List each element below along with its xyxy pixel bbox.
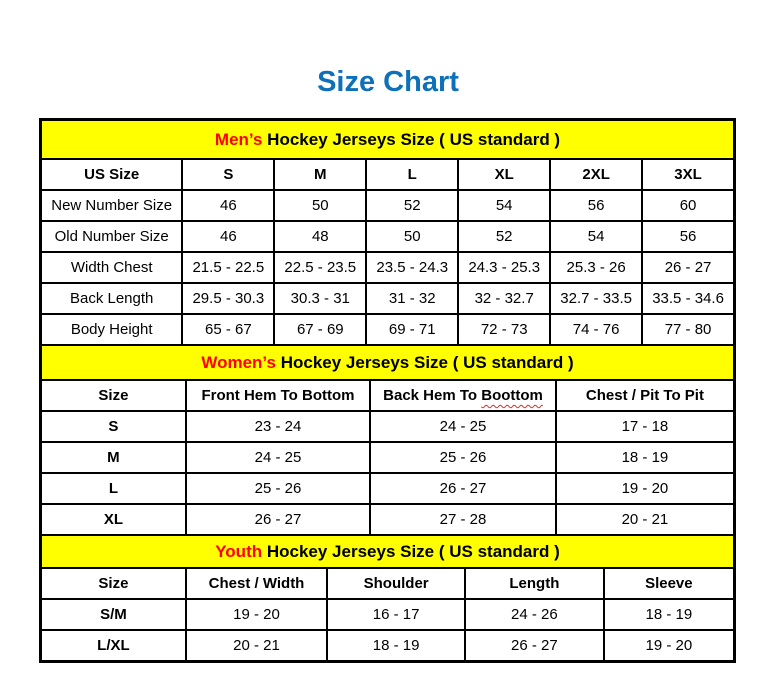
men-size-row bbox=[41, 283, 734, 314]
men-size-value: 50 bbox=[366, 221, 458, 252]
men-column-header: 3XL bbox=[642, 159, 734, 190]
women-column-header: Chest / Pit To Pit bbox=[556, 380, 734, 411]
men-column-header: M bbox=[274, 159, 366, 190]
men-column-header: US Size bbox=[41, 159, 182, 190]
men-size-value: 56 bbox=[642, 221, 734, 252]
women-column-header: Size bbox=[41, 380, 186, 411]
men-size-value: 54 bbox=[550, 221, 642, 252]
men-size-value: 22.5 - 23.5 bbox=[274, 252, 366, 283]
mens-section-title-highlight: Men’s bbox=[214, 130, 263, 149]
youth-size-value: 18 - 19 bbox=[604, 599, 734, 630]
women-header-row bbox=[41, 380, 734, 411]
men-column-header: S bbox=[182, 159, 274, 190]
men-header-row bbox=[41, 159, 734, 190]
men-column-header: L bbox=[366, 159, 458, 190]
youth-section-title bbox=[41, 535, 734, 568]
youth-size-value: 19 - 20 bbox=[604, 630, 734, 661]
youth-size-value: 19 - 20 bbox=[186, 599, 327, 630]
women-column-header: Front Hem To Bottom bbox=[186, 380, 370, 411]
men-size-value: 56 bbox=[550, 190, 642, 221]
men-size-value: 25.3 - 26 bbox=[550, 252, 642, 283]
men-size-value: 32.7 - 33.5 bbox=[550, 283, 642, 314]
men-size-value: 48 bbox=[274, 221, 366, 252]
men-size-row bbox=[41, 190, 734, 221]
youth-size-value: 18 - 19 bbox=[327, 630, 465, 661]
men-size-value: 50 bbox=[274, 190, 366, 221]
men-size-row bbox=[41, 314, 734, 345]
men-size-value: 54 bbox=[458, 190, 550, 221]
women-size-value: 19 - 20 bbox=[556, 473, 734, 504]
youth-row-label: S/M bbox=[41, 599, 186, 630]
men-row-label: Width Chest bbox=[41, 252, 182, 283]
women-row-label: L bbox=[41, 473, 186, 504]
page-title: Size Chart bbox=[317, 66, 459, 98]
women-row-label: XL bbox=[41, 504, 186, 535]
youth-column-header: Chest / Width bbox=[186, 568, 327, 599]
youth-column-header: Shoulder bbox=[327, 568, 465, 599]
youth-size-value: 16 - 17 bbox=[327, 599, 465, 630]
men-size-value: 33.5 - 34.6 bbox=[642, 283, 734, 314]
misspelled-word: Boottom bbox=[481, 387, 543, 404]
womens-size-table bbox=[40, 344, 735, 536]
men-size-value: 26 - 27 bbox=[642, 252, 734, 283]
youth-size-row bbox=[41, 630, 734, 661]
youth-section-band-row bbox=[41, 535, 734, 568]
men-size-value: 67 - 69 bbox=[274, 314, 366, 345]
youth-column-header: Length bbox=[465, 568, 604, 599]
women-size-value: 17 - 18 bbox=[556, 411, 734, 442]
men-column-header: 2XL bbox=[550, 159, 642, 190]
men-size-row bbox=[41, 252, 734, 283]
women-size-value: 24 - 25 bbox=[370, 411, 556, 442]
women-size-row bbox=[41, 473, 734, 504]
men-size-value: 65 - 67 bbox=[182, 314, 274, 345]
men-row-label: Back Length bbox=[41, 283, 182, 314]
men-size-value: 46 bbox=[182, 190, 274, 221]
women-size-value: 20 - 21 bbox=[556, 504, 734, 535]
youth-header-row bbox=[41, 568, 734, 599]
men-size-value: 72 - 73 bbox=[458, 314, 550, 345]
size-chart-page bbox=[0, 66, 776, 663]
women-size-value: 26 - 27 bbox=[186, 504, 370, 535]
men-size-value: 60 bbox=[642, 190, 734, 221]
men-size-value: 30.3 - 31 bbox=[274, 283, 366, 314]
mens-size-table bbox=[40, 119, 735, 346]
women-row-label: M bbox=[41, 442, 186, 473]
men-size-value: 31 - 32 bbox=[366, 283, 458, 314]
men-size-value: 69 - 71 bbox=[366, 314, 458, 345]
youth-size-value: 20 - 21 bbox=[186, 630, 327, 661]
mens-section-title-rest: Hockey Jerseys Size ( US standard ) bbox=[262, 130, 561, 149]
men-size-value: 46 bbox=[182, 221, 274, 252]
men-row-label: New Number Size bbox=[41, 190, 182, 221]
women-size-value: 26 - 27 bbox=[370, 473, 556, 504]
men-column-header: XL bbox=[458, 159, 550, 190]
youth-section-title-highlight: Youth bbox=[215, 542, 263, 561]
women-column-header-text: Back Hem To bbox=[383, 387, 482, 404]
youth-size-table bbox=[40, 534, 735, 662]
men-size-value: 21.5 - 22.5 bbox=[182, 252, 274, 283]
womens-section-title bbox=[41, 345, 734, 380]
men-row-label: Old Number Size bbox=[41, 221, 182, 252]
women-size-row bbox=[41, 504, 734, 535]
mens-section-band-row bbox=[41, 120, 734, 159]
womens-section-band-row bbox=[41, 345, 734, 380]
women-size-value: 23 - 24 bbox=[186, 411, 370, 442]
women-size-value: 25 - 26 bbox=[186, 473, 370, 504]
women-size-value: 27 - 28 bbox=[370, 504, 556, 535]
womens-section-title-rest: Hockey Jerseys Size ( US standard ) bbox=[275, 353, 574, 372]
women-column-header bbox=[370, 380, 556, 411]
youth-column-header: Size bbox=[41, 568, 186, 599]
men-size-value: 32 - 32.7 bbox=[458, 283, 550, 314]
women-size-value: 24 - 25 bbox=[186, 442, 370, 473]
womens-section-title-highlight: Women’s bbox=[201, 353, 276, 372]
women-size-value: 18 - 19 bbox=[556, 442, 734, 473]
youth-size-value: 24 - 26 bbox=[465, 599, 604, 630]
youth-size-row bbox=[41, 599, 734, 630]
men-size-value: 52 bbox=[458, 221, 550, 252]
women-size-row bbox=[41, 411, 734, 442]
women-row-label: S bbox=[41, 411, 186, 442]
men-row-label: Body Height bbox=[41, 314, 182, 345]
men-size-value: 74 - 76 bbox=[550, 314, 642, 345]
men-size-value: 24.3 - 25.3 bbox=[458, 252, 550, 283]
women-size-row bbox=[41, 442, 734, 473]
mens-section-title bbox=[41, 120, 734, 159]
size-chart-table-group bbox=[39, 118, 736, 663]
youth-size-value: 26 - 27 bbox=[465, 630, 604, 661]
women-size-value: 25 - 26 bbox=[370, 442, 556, 473]
youth-column-header: Sleeve bbox=[604, 568, 734, 599]
men-size-value: 77 - 80 bbox=[642, 314, 734, 345]
men-size-row bbox=[41, 221, 734, 252]
men-size-value: 52 bbox=[366, 190, 458, 221]
youth-row-label: L/XL bbox=[41, 630, 186, 661]
men-size-value: 23.5 - 24.3 bbox=[366, 252, 458, 283]
men-size-value: 29.5 - 30.3 bbox=[182, 283, 274, 314]
youth-section-title-rest: Hockey Jerseys Size ( US standard ) bbox=[262, 542, 560, 561]
